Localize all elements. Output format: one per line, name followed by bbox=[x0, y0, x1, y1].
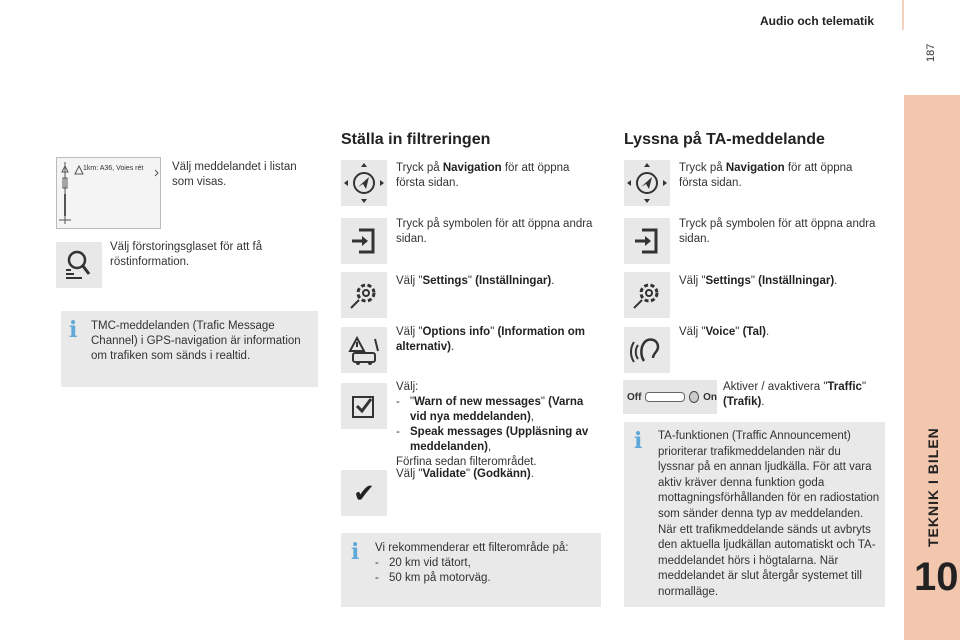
middle-info-box bbox=[341, 533, 601, 607]
right-step1-text: Tryck på Navigation för att öppna första sidan. bbox=[679, 162, 853, 189]
settings-button bbox=[624, 272, 670, 318]
middle-step3-text: Välj "Settings" (Inställningar). bbox=[396, 275, 555, 287]
second-page-icon bbox=[632, 226, 662, 256]
magnifier-icon bbox=[62, 248, 96, 282]
right-info-text: TA-funktionen (Traffic Announcement) prioriterar trafikmeddelanden när du lyssnar på en annan ljudkälla. För att vara aktiv kräver denna funktion goda mottagningsförhållanden för en radiostation som sänder denna typ av meddelanden. När ett trafikmeddelande sänds ut avbryts den aktuella ljudkällan automatiskt och TA-meddelandet hörs i högtalarna. När meddelandet är slut återgår systemet till normalläge. bbox=[658, 430, 880, 598]
toggle-track bbox=[645, 392, 685, 402]
navigation-button bbox=[341, 160, 387, 206]
middle-step5 bbox=[396, 380, 602, 470]
page-header-title: Audio och telematik bbox=[760, 14, 875, 28]
message-options-button bbox=[341, 383, 387, 429]
right-step2-text: Tryck på symbolen för att öppna andra sidan. bbox=[679, 218, 876, 245]
left-info-box bbox=[61, 311, 318, 387]
list-item: - "Warn of new messages" (Varna vid nya meddelanden), bbox=[396, 395, 602, 425]
checkbox-list-icon bbox=[349, 391, 379, 421]
right-step4-text: Välj "Voice" (Tal). bbox=[679, 326, 770, 338]
middle-step5-outro: Förfina sedan filterområdet. bbox=[396, 456, 537, 468]
info-icon: i bbox=[69, 317, 78, 343]
middle-step6-text: Välj "Validate" (Godkänn). bbox=[396, 468, 534, 480]
middle-step1-text: Tryck på Navigation för att öppna första sidan. bbox=[396, 162, 570, 189]
toggle-on-label: On bbox=[703, 391, 717, 403]
page-number: 187 bbox=[925, 43, 937, 62]
settings-gear-icon bbox=[630, 278, 664, 312]
voice-button bbox=[624, 327, 670, 373]
middle-step5-list bbox=[396, 395, 602, 455]
second-page-button bbox=[341, 218, 387, 264]
right-info-box bbox=[624, 422, 885, 607]
left-step1-text: Välj meddelandet i listan som visas. bbox=[172, 161, 297, 188]
options-info-button bbox=[341, 327, 387, 373]
toggle-off-label: Off bbox=[627, 391, 642, 403]
left-step2-text: Välj förstoringsglaset för att få röstinformation. bbox=[110, 241, 263, 268]
info-icon: i bbox=[634, 428, 643, 454]
right-step5-text: Aktiver / avaktivera "Traffic" (Trafik). bbox=[723, 381, 867, 408]
traffic-info-icon bbox=[347, 333, 381, 367]
middle-step4-text: Välj "Options info" (Information om alternativ). bbox=[396, 326, 585, 353]
middle-info-list bbox=[375, 556, 595, 586]
chapter-number: 10 bbox=[914, 555, 959, 599]
middle-step5-intro: Välj: bbox=[396, 381, 419, 393]
list-item: - 50 km på motorväg. bbox=[375, 571, 595, 586]
list-item: - Speak messages (Uppläsning av meddelanden), bbox=[396, 425, 602, 455]
magnifier-voice-button bbox=[56, 242, 102, 288]
settings-gear-icon bbox=[347, 278, 381, 312]
thumbnail-message-text: 1km: A36, Voies rét bbox=[83, 165, 144, 172]
second-page-icon bbox=[349, 226, 379, 256]
navigation-button bbox=[624, 160, 670, 206]
navigation-icon bbox=[625, 161, 669, 205]
middle-step2-text: Tryck på symbolen för att öppna andra sidan. bbox=[396, 218, 593, 245]
traffic-toggle-illustration bbox=[623, 380, 717, 414]
toggle-knob bbox=[689, 391, 699, 403]
checkmark-icon: ✔ bbox=[353, 477, 375, 508]
info-icon: i bbox=[351, 539, 360, 565]
second-page-button bbox=[624, 218, 670, 264]
right-step3-text: Välj "Settings" (Inställningar). bbox=[679, 275, 838, 287]
chapter-label: TEKNIK I BILEN bbox=[925, 427, 941, 547]
list-item: - 20 km vid tätort, bbox=[375, 556, 595, 571]
middle-info-intro: Vi rekommenderar ett filterområde på: bbox=[375, 542, 569, 554]
header-divider bbox=[902, 0, 904, 30]
middle-info-content bbox=[375, 541, 595, 586]
ta-section-title: Lyssna på TA-meddelande bbox=[624, 131, 825, 148]
validate-button bbox=[341, 470, 387, 516]
voice-icon bbox=[630, 333, 664, 367]
settings-button bbox=[341, 272, 387, 318]
left-info-text: TMC-meddelanden (Trafic Message Channel) i GPS-navigation är information om trafiken som sänds i realtid. bbox=[91, 320, 301, 362]
filter-section-title: Ställa in filtreringen bbox=[341, 131, 491, 148]
navigation-icon bbox=[342, 161, 386, 205]
